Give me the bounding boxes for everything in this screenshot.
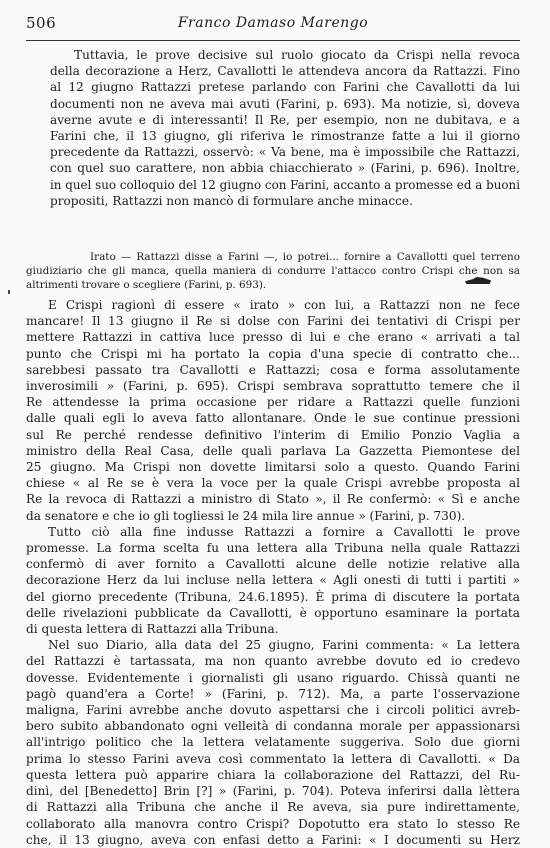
text-line: Tutto ciò alla fine indusse Rattazzi a fornire a Cavallotti le prove [48,524,520,539]
text-line: bero subito abbandonato ogni velleità di condanna morale per appassionarsi [26,719,520,734]
paragraph [26,47,520,209]
footnote-line: giudiziario che gli manca, quella maniera di condurre l'attacco contro Crispi che non sa [26,265,520,277]
header-rule [26,40,520,41]
text-line: sul Re perché rendesse definitivo l'interim di Emilio Ponzio Vaglia a [26,427,520,442]
text-line: 25 giugno. Ma Crispi non dovette limitarsi solo a questo. Quando Farini [26,460,520,475]
text-line: di Rattazzi alla Tribuna che anche il Re aveva, sia pure indirettamente, [26,800,520,815]
text-line: mettere Rattazzi in cattiva luce presso di lui e che erano « arrivati a tal [26,330,520,345]
paragraph [26,297,520,524]
text-line: Re attendesse la prima occasione per ridare a Rattazzi quelle funzioni [26,395,520,410]
paragraph [26,637,520,848]
body-text-top [26,47,520,209]
text-line: delle rivelazioni pubblicate da Cavallotti, è opportuno esaminare la portata [26,605,520,620]
text-line: ministro della Real Casa, delle quali parlava La Gazzetta Piemontese del [26,443,520,458]
text-line: E Crispi ragionì di essere « irato » con lui, a Rattazzi non ne fece [48,298,520,312]
footnote-line: altrimenti trovare o scegliere (Farini, p. 693). [26,279,267,291]
text-line: propositi, Rattazzi non mancò di formulare anche minacce. [50,193,413,208]
text-line: di questa lettera di Rattazzi alla Tribuna. [26,622,279,637]
text-line: questa lettera può apparire chiara la collaborazione del Rattazzi, del Ru- [26,767,520,782]
text-line: Tuttavia, le prove decisive sul ruolo giocato da Crispi nella revoca [74,48,520,62]
text-line: al 12 giugno Rattazzi pretese parlando con Farini che Cavallotti da lui [50,80,520,95]
text-line: in quel suo colloquio del 12 giugno con Farini, accanto a promesse ed a buoni [50,177,520,192]
running-head: Franco Damaso Marengo [177,15,369,31]
text-line: all'intrigo politico che la lettera velatamente suggeriva. Solo due giorni [26,735,520,750]
text-line: Nel suo Diario, alla data del 25 giugno, Farini commenta: « La lettera [48,638,520,653]
text-line: della decorazione a Herz, Cavallotti le attendeva ancora da Rattazzi. Fino [50,64,520,79]
text-line: da senatore e che io gli togliessi le 24 mila lire annue » (Farini, p. 730). [26,508,466,523]
text-line: collaborato alla manovra contro Crispi? Dopotutto era stato lo stesso Re [26,816,520,831]
text-line: precedente da Rattazzi, osservò: « Va bene, ma è impossibile che Rattazzi, [50,145,520,160]
page-header [26,14,520,36]
text-line: dovesse. Evidentemente i giornalisti gli usano riguardo. Chissà quanti ne [26,670,520,685]
text-line: con quel suo carattere, non abbia chiacchierato » (Farini, p. 696). Inoltre, [50,161,520,176]
text-line: chiese « al Re se è vera la voce per la quale Crispi avrebbe proposta al [26,476,520,491]
text-line: maligna, Farini avrebbe anche dovuto aspettarsi che i circoli politici avreb- [26,703,520,718]
footnote-line: Irato — Rattazzi disse a Farini —, io potrei... fornire a Cavallotti quel terreno [90,251,520,263]
body-text-bottom [26,297,520,848]
text-line: promesse. La forma scelta fu una lettera alla Tribuna nella quale Rattazzi [26,541,520,556]
paragraph [26,524,520,637]
text-line: pagò quand'era a Corte! » (Farini, p. 712). Ma, a parte l'osservazione [26,686,520,701]
text-line: punto che Crispi mi ha portato la copia d'una specie di contratto che... [26,346,520,361]
text-line: prima lo stesso Farini aveva così commentato la lettera di Cavallotti. « Da [26,751,520,766]
text-line: dinì, del [Benedetto] Brin [?] » (Farini, p. 704). Poteva inferirsi dalla lèttera [26,784,520,799]
text-line: inverosimili » (Farini, p. 695). Crispi sembrava soprattutto temere che il [26,379,520,394]
text-line: sarebbesi passato tra Cavallotti e Rattazzi; cosa e forma assolutamente [26,362,520,377]
text-line: del giorno precedente (Tribuna, 24.6.1895). È prima di discutere la portata [26,589,520,604]
ink-speck [8,290,10,294]
text-line: averne avute e di interessanti! Il Re, per esempio, non ne dubitava, e a [50,112,520,127]
text-line: dalle quali egli lo aveva fatto allontanare. Onde le sue continue pressioni [26,411,520,426]
text-line: che, il 13 giugno, aveva con enfasi detto a Farini: « I documenti su Herz [26,832,520,847]
text-line: mancare! Il 13 giugno il Re si dolse con Farini dei tentativi di Crispi per [26,314,520,329]
footnote [26,250,520,292]
text-line: Farini che, il 13 giugno, gli riferiva le rimostranze fatte a lui il giorno [50,129,520,144]
page-number: 506 [26,14,57,32]
text-line: decorazione Herz da lui incluse nella lettera « Agli onesti di tutti i partiti » [26,573,520,588]
text-line: del Rattazzi è tartassata, ma non quanto avrebbe dovuto ed io credevo [26,654,520,669]
text-line: Re la revoca di Rattazzi a ministro di Stato », il Re confermò: « Sì e anche [26,492,520,507]
text-line: confermò di aver fornito a Cavallotti alcune delle notizie relative alla [26,557,520,572]
text-line: documenti non ne aveva mai avuti (Farini, p. 693). Ma notizie, sì, doveva [50,96,520,111]
